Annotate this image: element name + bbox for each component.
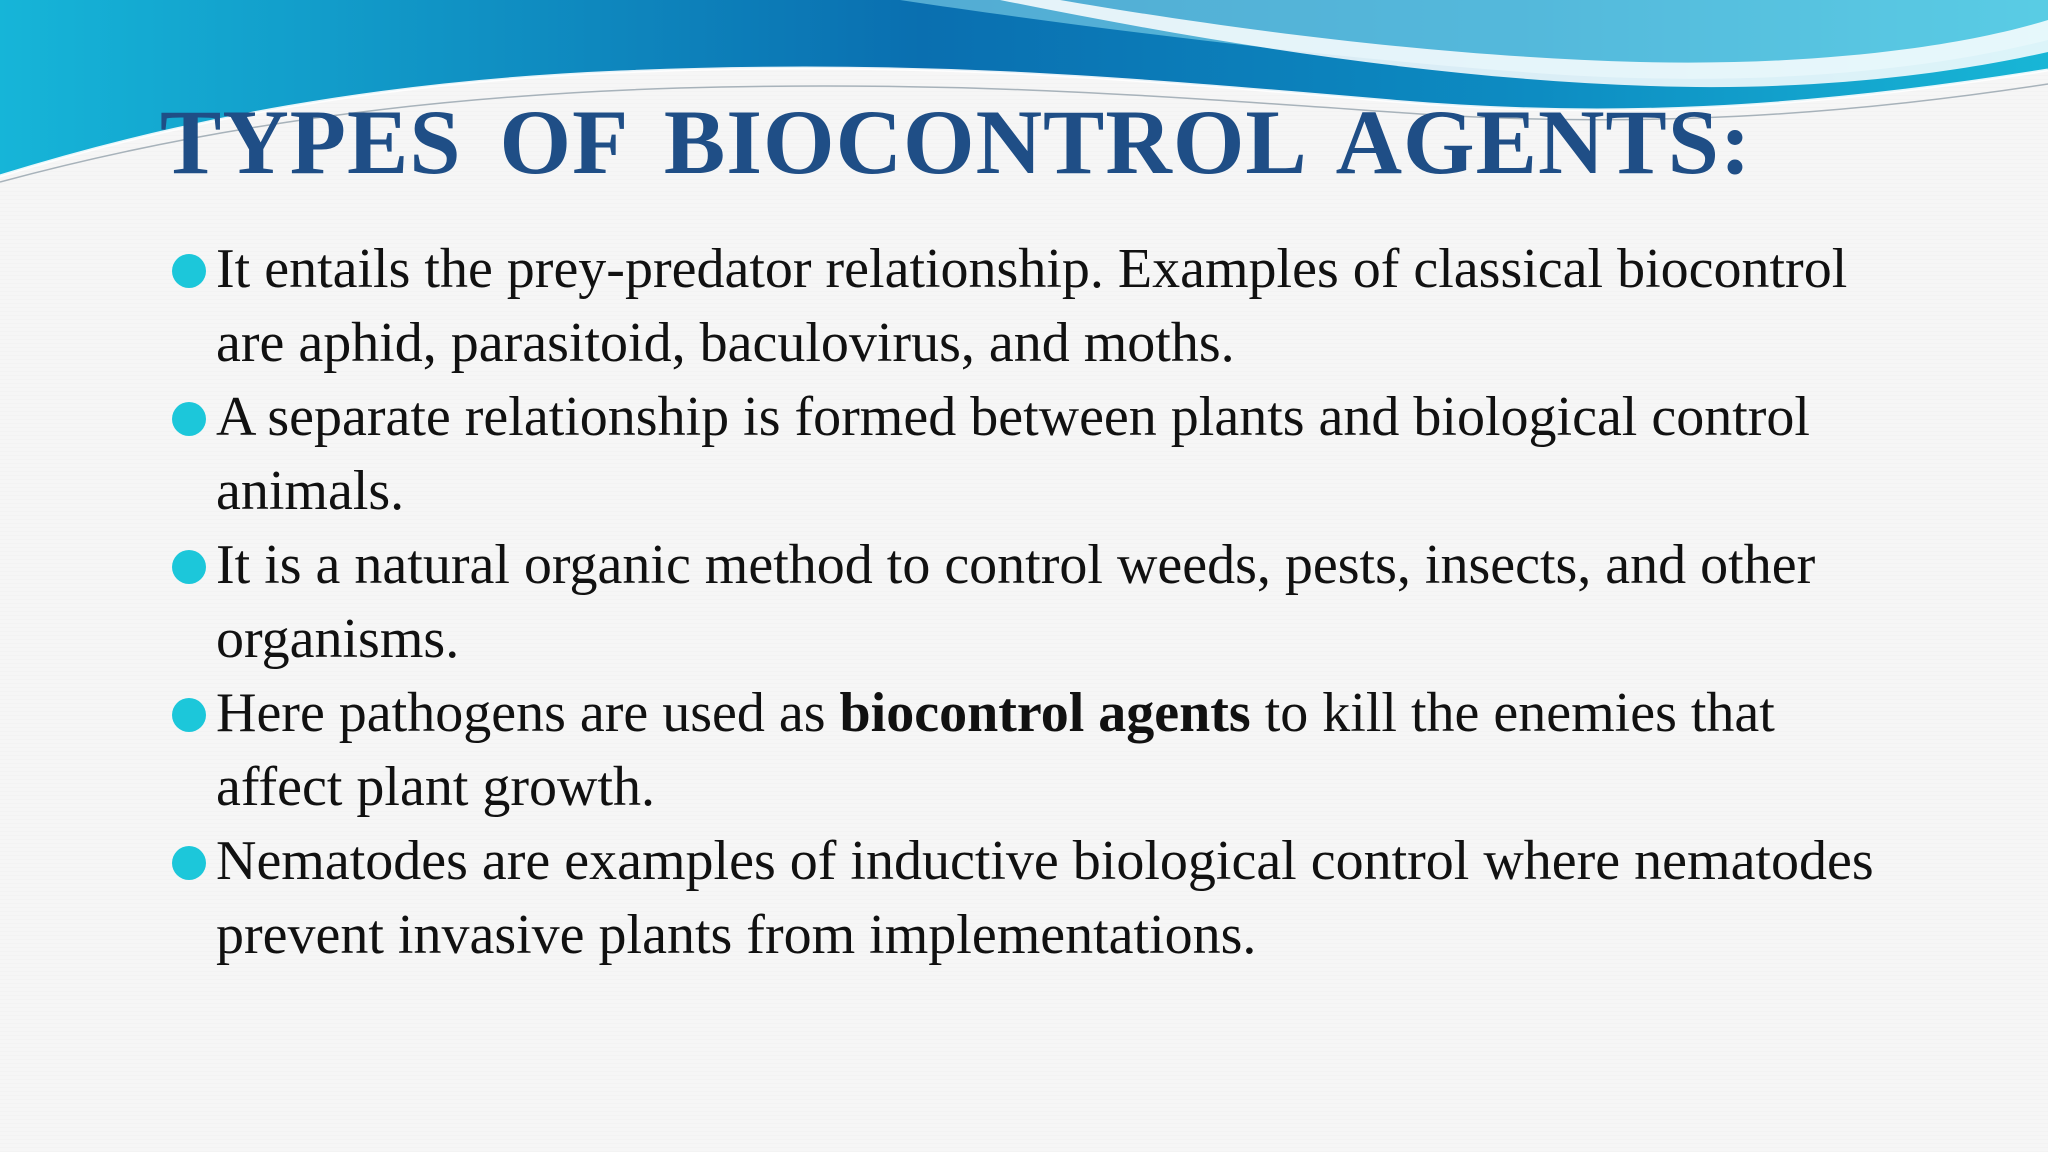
bullet-dot-icon — [172, 846, 206, 880]
bullet-text: It is a natural organic method to control weeds, pests, insects, and other organisms. — [216, 534, 1816, 670]
bullet-item — [172, 232, 1912, 380]
bullet-text-after: to kill the enemies that affect plant growth. — [216, 682, 1775, 818]
bullet-item — [172, 380, 1912, 528]
bullet-text-before: Here pathogens are used as — [216, 682, 840, 744]
bullet-dot-icon — [172, 402, 206, 436]
bullet-text: Nematodes are examples of inductive biological control where nematodes prevent invasive plants from implementations. — [216, 830, 1874, 966]
bullet-list — [172, 232, 1912, 972]
bullet-item — [172, 676, 1912, 824]
bullet-dot-icon — [172, 550, 206, 584]
bullet-item — [172, 528, 1912, 676]
bullet-item — [172, 824, 1912, 972]
bullet-bold-term: biocontrol agents — [839, 682, 1251, 744]
bullet-dot-icon — [172, 254, 206, 288]
bullet-text: It entails the prey-predator relationship. Examples of classical biocontrol are aphid, parasitoid, baculovirus, and moths. — [216, 238, 1848, 374]
slide-title: TYPES OF BIOCONTROL AGENTS: — [160, 91, 1752, 193]
bullet-text: A separate relationship is formed between plants and biological control animals. — [216, 386, 1810, 522]
bullet-dot-icon — [172, 698, 206, 732]
